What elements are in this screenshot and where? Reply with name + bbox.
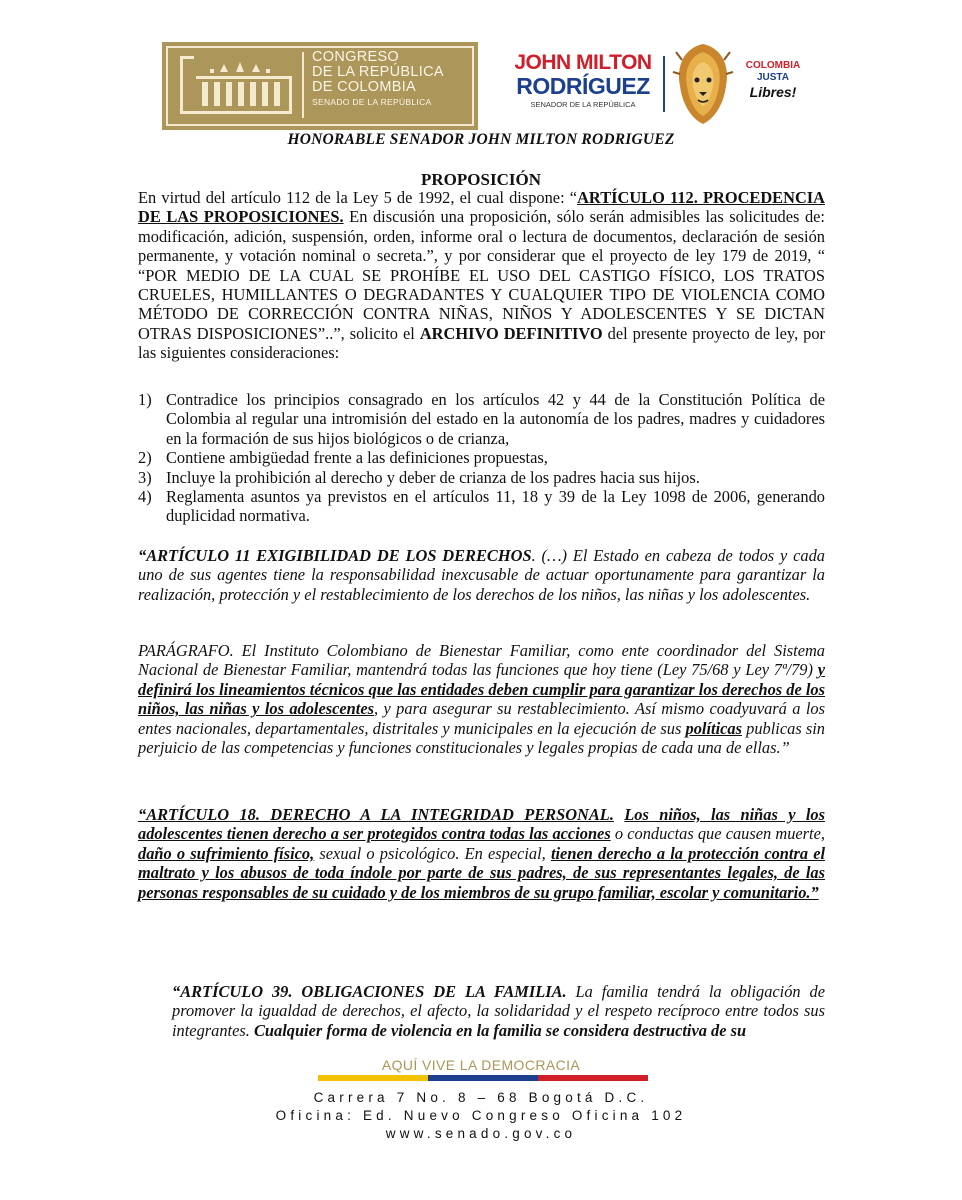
list-item-number: 4) (138, 487, 152, 507)
senator-logo (508, 52, 658, 122)
intro-archivo-definitivo: ARCHIVO DEFINITIVO (419, 323, 603, 343)
article-18-quote (138, 805, 825, 902)
article-11-heading: “ARTÍCULO 11 EXIGIBILIDAD DE LOS DERECHOS (138, 546, 532, 565)
article-39-text: La familia tendrá la obligación de promover la igualdad de derechos, el afecto, la solidaridad y el respeto recíproco entre todos sus integrantes. (172, 982, 825, 1040)
senator-name-line-1: JOHN MILTON (514, 51, 652, 74)
colombia-flag-stripe (318, 1075, 648, 1081)
article-18-emphasis-1: Los niños, las niñas y los adolescentes tienen derecho a ser protegidos contra todas las acciones (138, 805, 825, 844)
paragrafo-politicas: políticas (685, 718, 742, 738)
capitol-building-icon (176, 52, 296, 118)
lion-icon (672, 40, 734, 126)
congreso-line-2: DE LA REPÚBLICA (312, 64, 444, 80)
paragrafo-quote (138, 641, 825, 757)
document-title: PROPOSICIÓN (421, 170, 541, 189)
congreso-line-1: CONGRESO (312, 49, 399, 65)
paragrafo-emphasis: y definirá los lineamientos técnicos que las entidades deben cumplir para garantizar los derechos de los niños, las niñas y los adolescentes (138, 660, 825, 719)
article-11-body: . (…) El Estado en cabeza de todos y cada uno de sus agentes tiene la responsabilidad inexcusable de actuar oportunamente para garantizar la realización, protección y el restablecimiento de los derechos de los niños, las niñas y los adolescentes. (138, 546, 825, 604)
logo-divider (663, 56, 665, 112)
footer-slogan: AQUÍ VIVE LA DEMOCRACIA (381, 1057, 581, 1073)
list-item (138, 468, 825, 487)
intro-text-2: En discusión una proposición, sólo serán admisibles las solicitudes de: modificación, adición, suspensión, orden, informe oral o lectura de documentos, declaración de sesión permanente, y votación nominal o secreta.”, y por considerar que el proyecto de ley 179 de 2019, “ “POR MEDIO DE LA CUAL SE PROHÍBE EL USO DEL CASTIGO FÍSICO, LOS TRATOS CRUELES, HUMILLANTES O DEGRADANTES Y CUALQUIER TIPO DE VIOLENCIA COMO MÉTODO DE CORRECCIÓN CONTRA NIÑAS, NIÑOS Y ADOLESCENTES Y SE DICTAN OTRAS DISPOSICIONES”..”, solicito el (138, 207, 825, 343)
article-39-quote (172, 982, 825, 1040)
article-39-emphasis: Cualquier forma de violencia en la familia se considera destructiva de su (253, 1020, 747, 1040)
article-18-space (614, 805, 624, 824)
considerations-list (138, 390, 825, 526)
paragrafo-text-2: , y para asegurar su restablecimiento. Así mismo coadyuvará a los entes nacionales, departamentales, distritales y municipales en la ejecución de sus (138, 699, 825, 738)
article-39-heading: “ARTÍCULO 39. OBLIGACIONES DE LA FAMILIA. (172, 982, 567, 1001)
senator-name-line-2: RODRÍGUEZ (516, 73, 650, 99)
list-item-text: Contiene ambigüedad frente a las definiciones propuestas, (166, 448, 548, 468)
senator-subtitle: SENADOR DE LA REPÚBLICA (530, 100, 636, 109)
paragrafo-text-3: publicas sin perjuicio de las competencias y funciones constitucionales y legales propias de cada una de ellas.” (138, 718, 825, 758)
intro-text-3: del presente proyecto de ley, por las siguientes consideraciones: (138, 323, 826, 363)
paragrafo-text-1: PARÁGRAFO. El Instituto Colombiano de Bienestar Familiar, como ente coordinador del Sistema Nacional de Bienestar Familiar, mantendrá todas las funciones que hoy tiene (Ley 75/68 y Ley 7ª/79) (138, 641, 825, 680)
list-item-number: 2) (138, 448, 152, 468)
list-item (138, 448, 825, 467)
intro-article-heading: ARTÍCULO 112. PROCEDENCIA DE LAS PROPOSICIONES. (138, 188, 826, 227)
footer-address: Carrera 7 No. 8 – 68 Bogotá D.C. (313, 1090, 649, 1105)
list-item-number: 1) (138, 390, 152, 409)
article-18-text-2: sexual o psicológico. En especial, (314, 843, 551, 863)
congreso-line-3: DE COLOMBIA (312, 79, 417, 95)
list-item-text: Contradice los principios consagrado en los artículos 42 y 44 de la Constitución Política de Colombia al regular una intromisión del estado en la autonomía de los padres, madres y cuidadores en la formación de sus hijos biológicos o de crianza, (166, 390, 825, 448)
congreso-logo (162, 42, 478, 130)
intro-paragraph (138, 188, 825, 363)
party-line-1: COLOMBIA (745, 60, 801, 71)
footer-website[interactable]: www.senado.gov.co (385, 1126, 577, 1141)
list-item (138, 487, 825, 526)
party-logo (733, 60, 813, 100)
intro-text-1: En virtud del artículo 112 de la Ley 5 de 1992, el cual dispone: “ (138, 188, 578, 207)
party-line-2: JUSTA (756, 72, 790, 83)
article-18-emphasis-3: tienen derecho a la protección contra el maltrato y los abusos de toda índole por parte de sus padres, de sus representantes legales, de las personas responsables de su cuidado y de los miembros de su grupo familiar, escolar y comunitario.” (138, 843, 826, 902)
list-item (138, 390, 825, 448)
congreso-line-4: SENADO DE LA REPÚBLICA (312, 97, 432, 107)
party-line-3: Libres! (749, 84, 797, 100)
senator-heading: HONORABLE SENADOR JOHN MILTON RODRIGUEZ (287, 131, 675, 148)
list-item-text: Reglamenta asuntos ya previstos en el artículos 11, 18 y 39 de la Ley 1098 de 2006, generando duplicidad normativa. (166, 487, 825, 526)
article-18-emphasis-2: daño o sufrimiento físico, (138, 843, 315, 863)
article-18-text-1: o conductas que causen muerte, (610, 824, 825, 844)
list-item-text: Incluye la prohibición al derecho y deber de crianza de los padres hacia sus hijos. (166, 467, 700, 487)
footer-office: Oficina: Ed. Nuevo Congreso Oficina 102 (275, 1108, 687, 1123)
article-18-heading: “ARTÍCULO 18. DERECHO A LA INTEGRIDAD PERSONAL. (138, 805, 614, 824)
list-item-number: 3) (138, 467, 152, 487)
article-11-quote (138, 546, 825, 604)
